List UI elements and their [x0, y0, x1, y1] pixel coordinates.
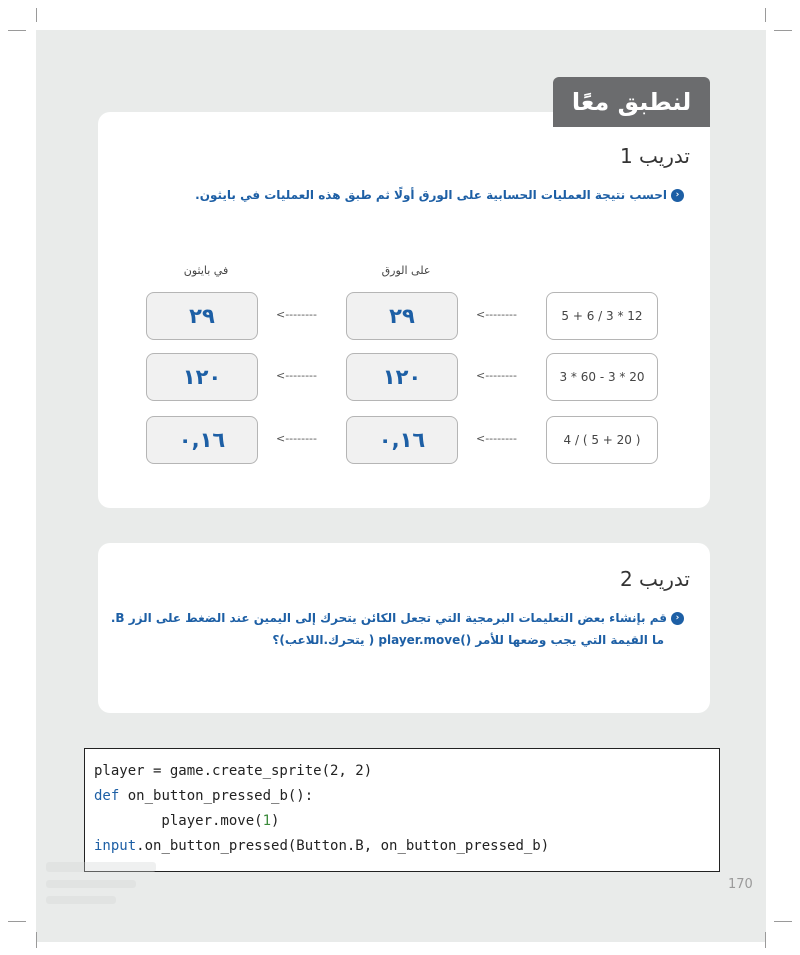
paper-answer-box: ٢٩ — [346, 292, 458, 340]
expression-box: 4 / ( 5 + 20 ) — [546, 416, 658, 464]
code-line: player = game.create_sprite(2, 2) — [94, 763, 373, 779]
arrow-left-icon: <-------- — [476, 432, 517, 445]
arrow-left-icon: <-------- — [276, 432, 317, 445]
column-label-paper: على الورق — [381, 264, 431, 277]
paper-answer-box: ١٢٠ — [346, 353, 458, 401]
crop-mark — [765, 8, 766, 22]
exercise1-card — [98, 112, 710, 508]
expression-box: 3 * 60 - 3 * 20 — [546, 353, 658, 401]
code-line: player.move(1) — [94, 813, 280, 829]
chevron-left-icon: ‹ — [671, 189, 684, 202]
arrow-left-icon: <-------- — [476, 308, 517, 321]
python-answer-box: ٠,١٦ — [146, 416, 258, 464]
watermark-logo — [44, 858, 164, 912]
crop-mark — [36, 932, 37, 948]
exercise1-instruction: ‹احسب نتيجة العمليات الحسابية على الورق أولًا ثم طبق هذه العمليات في بايثون. — [195, 184, 684, 206]
crop-mark — [774, 921, 792, 922]
chevron-left-icon: ‹ — [671, 612, 684, 625]
exercise1-title: تدريب 1 — [619, 144, 690, 168]
python-answer-box: ٢٩ — [146, 292, 258, 340]
exercise2-title: تدريب 2 — [619, 567, 690, 591]
section-tab-title: لنطبق معًا — [553, 77, 710, 127]
arrow-left-icon: <-------- — [276, 308, 317, 321]
crop-mark — [8, 921, 26, 922]
code-line: def on_button_pressed_b(): — [94, 788, 314, 804]
expression-box: 5 + 6 / 3 * 12 — [546, 292, 658, 340]
crop-mark — [36, 8, 37, 22]
exercise2-instruction: ‹قم بإنشاء بعض التعليمات البرمجية التي تجعل الكائن يتحرك إلى اليمين عند الضغط على الزر B. ما القيمة التي يجب وضعها للأمر ()player.move ( يتحرك.اللاعب)؟ — [111, 607, 684, 651]
column-label-python: في بايثون — [183, 264, 229, 277]
paper-answer-box: ٠,١٦ — [346, 416, 458, 464]
arrow-left-icon: <-------- — [476, 369, 517, 382]
page-number: 170 — [728, 877, 753, 892]
crop-mark — [765, 932, 766, 948]
code-block — [84, 748, 720, 872]
arrow-left-icon: <-------- — [276, 369, 317, 382]
crop-mark — [8, 30, 26, 31]
crop-mark — [774, 30, 792, 31]
python-answer-box: ١٢٠ — [146, 353, 258, 401]
code-line: input.on_button_pressed(Button.B, on_button_pressed_b) — [94, 838, 550, 854]
exercise2-card — [98, 543, 710, 713]
